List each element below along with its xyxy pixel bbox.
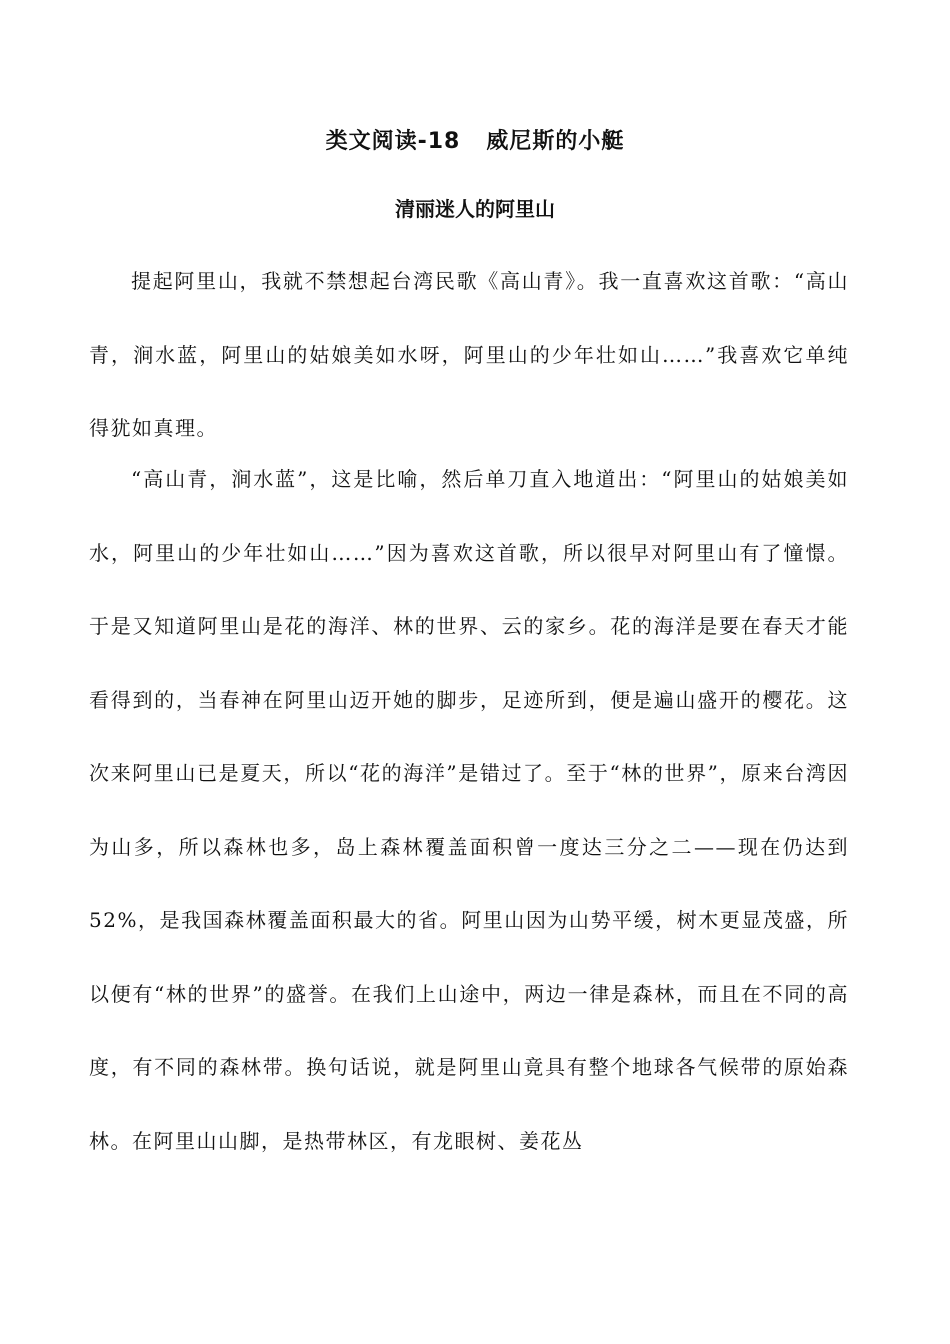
paragraph-2: “高山青，涧水蓝”，这是比喻，然后单刀直入地道出：“阿里山的姑娘美如水，阿里山的少年壮如山……”因为喜欢这首歌，所以很早对阿里山有了憧憬。于是又知道阿里山是花的海洋、林的世界、云的家乡。花的海洋是要在春天才能看得到的，当春神在阿里山迈开她的脚步，足迹所到，便是遍山盛开的樱花。这次来阿里山已是夏天，所以“花的海洋”是错过了。至于“林的世界”，原来台湾因为山多，所以森林也多，岛上森林覆盖面积曾一度达三分之二——现在仍达到52%，是我国森林覆盖面积最大的省。阿里山因为山势平缓，树木更显茂盛，所以便有“林的世界”的盛誉。在我们上山途中，两边一律是森林，而且在不同的高度，有不同的森林带。换句话说，就是阿里山竟具有整个地球各气候带的原始森林。在阿里山山脚，是热带林区，有龙眼树、姜花丛 (89, 467, 849, 1153)
article-body-part-1 (89, 245, 849, 466)
paragraph-1: 提起阿里山，我就不禁想起台湾民歌《高山青》。我一直喜欢这首歌：“高山青，涧水蓝，阿里山的姑娘美如水呀，阿里山的少年壮如山……”我喜欢它单纯得犹如真理。 (89, 269, 849, 440)
title-main: 类文阅读-18 (325, 129, 461, 154)
article-body-part-2 (89, 443, 849, 1178)
title-sub: 威尼斯的小艇 (486, 129, 625, 154)
document-title (0, 126, 950, 158)
article-title: 清丽迷人的阿里山 (395, 197, 555, 221)
